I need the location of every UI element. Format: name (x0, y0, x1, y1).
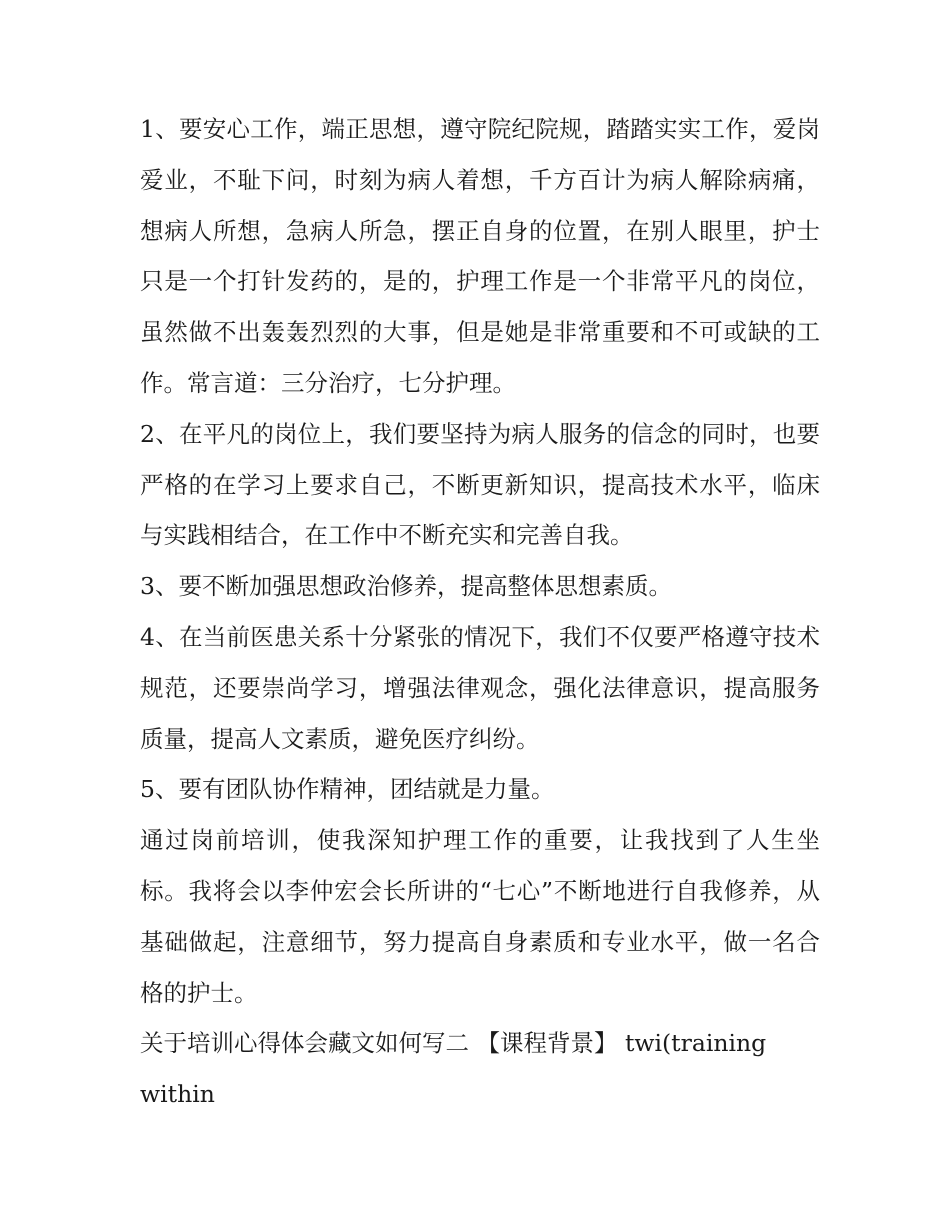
paragraph-2: 2、在平凡的岗位上，我们要坚持为病人服务的信念的同时，也要严格的在学习上要求自己，不断更新知识，提高技术水平，临床与实践相结合，在工作中不断充实和完善自我。 (140, 419, 820, 550)
paragraph-4: 4、在当前医患关系十分紧张的情况下，我们不仅要严格遵守技术规范，还要崇尚学习，增强法律观念，强化法律意识，提高服务质量，提高人文素质，避免医疗纠纷。 (140, 622, 820, 753)
paragraph-6: 通过岗前培训，使我深知护理工作的重要，让我找到了人生坐标。我将会以李仲宏会长所讲的“七心”不断地进行自我修养，从基础做起，注意细节，努力提高自身素质和专业水平，做一名合格的护士。 (140, 826, 820, 1007)
paragraph-1: 1、要安心工作，端正思想，遵守院纪院规，踏踏实实工作，爱岗爱业，不耻下问，时刻为病人着想，千方百计为病人解除病痛，想病人所想，急病人所急，摆正自身的位置，在别人眼里，护士只是一个打针发药的，是的，护理工作是一个非常平凡的岗位，虽然做不出轰轰烈烈的大事，但是她是非常重要和不可或缺的工作。常言道：三分治疗，七分护理。 (140, 115, 820, 397)
paragraph-7: 关于培训心得体会藏文如何写二 【课程背景】 twi(training within (140, 1029, 767, 1109)
paragraph-3: 3、要不断加强思想政治修养，提高整体思想素质。 (140, 572, 672, 601)
document-body (140, 104, 820, 1120)
paragraph-5: 5、要有团队协作精神，团结就是力量。 (140, 775, 555, 804)
